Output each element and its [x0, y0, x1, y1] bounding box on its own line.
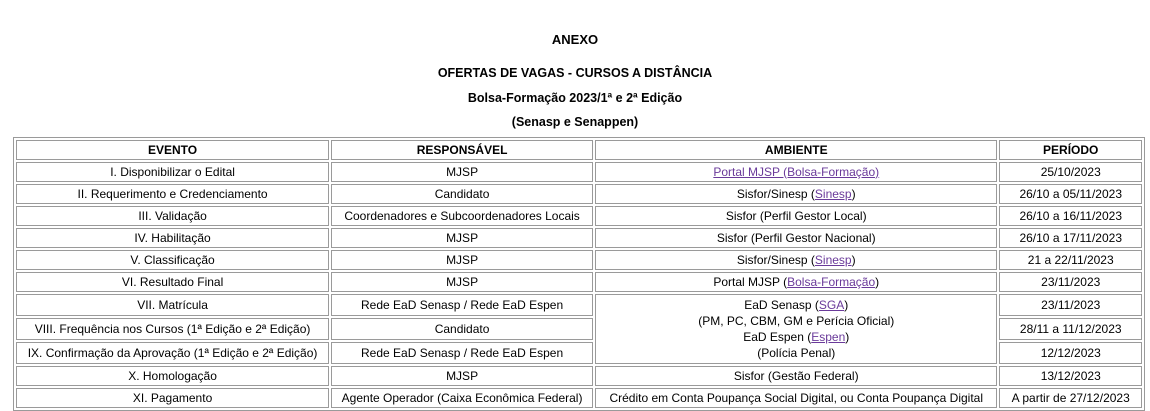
table-row	[16, 162, 1142, 182]
page-subtitle: OFERTAS DE VAGAS - CURSOS A DISTÂNCIA	[437, 66, 713, 80]
table-header-row	[16, 140, 1142, 160]
column-header-ambiente: AMBIENTE	[595, 140, 997, 160]
cell-periodo: 23/11/2023	[999, 272, 1142, 292]
table-row	[16, 206, 1142, 226]
table-row	[16, 250, 1142, 270]
sga-link[interactable]: SGA	[818, 298, 845, 312]
cell-responsavel: Candidato	[331, 318, 593, 340]
cell-evento: XI. Pagamento	[16, 388, 329, 408]
cell-evento: VIII. Frequência nos Cursos (1ª Edição e 2ª Edição)	[16, 318, 329, 340]
cell-ambiente: Sisfor (Gestão Federal)	[595, 366, 997, 386]
cell-evento: V. Classificação	[16, 250, 329, 270]
cell-responsavel: MJSP	[331, 272, 593, 292]
ambiente-prefix: Portal MJSP (	[713, 274, 788, 289]
ambiente-suffix: )	[845, 330, 850, 344]
table-row	[16, 228, 1142, 248]
table-row	[16, 272, 1142, 292]
ambiente-suffix: )	[844, 298, 849, 312]
cell-periodo: 26/10 a 16/11/2023	[999, 206, 1142, 226]
ambiente-prefix: Sisfor/Sinesp (	[736, 186, 815, 201]
cell-periodo: 28/11 a 11/12/2023	[999, 318, 1142, 340]
cell-periodo: 12/12/2023	[999, 342, 1142, 364]
column-header-responsavel: RESPONSÁVEL	[331, 140, 593, 160]
espen-link[interactable]: Espen	[811, 330, 846, 344]
cell-periodo: 13/12/2023	[999, 366, 1142, 386]
portal-mjsp-link[interactable]: Portal MJSP (Bolsa-Formação)	[713, 164, 880, 179]
ambiente-prefix: EaD Senasp (	[744, 298, 819, 312]
ambiente-line	[599, 297, 993, 313]
cell-evento: II. Requerimento e Credenciamento	[16, 184, 329, 204]
column-header-evento: EVENTO	[16, 140, 329, 160]
ambiente-prefix: EaD Espen (	[743, 330, 812, 344]
ambiente-prefix: Sisfor/Sinesp (	[736, 252, 815, 267]
table-row	[16, 366, 1142, 386]
cell-periodo: 23/11/2023	[999, 294, 1142, 316]
ambiente-line: (PM, PC, CBM, GM e Perícia Oficial)	[698, 314, 895, 328]
table-row	[16, 388, 1142, 408]
table-row	[16, 294, 1142, 316]
cell-ambiente	[595, 162, 997, 182]
cell-ambiente: Sisfor (Perfil Gestor Local)	[595, 206, 997, 226]
ambiente-suffix: )	[875, 274, 880, 289]
cell-responsavel: MJSP	[331, 162, 593, 182]
ambiente-suffix: )	[851, 186, 856, 201]
cell-evento: I. Disponibilizar o Edital	[16, 162, 329, 182]
ambiente-line: (Polícia Penal)	[757, 346, 836, 360]
cell-periodo: 26/10 a 17/11/2023	[999, 228, 1142, 248]
cell-evento: X. Homologação	[16, 366, 329, 386]
cell-periodo: 26/10 a 05/11/2023	[999, 184, 1142, 204]
ambiente-line	[599, 329, 993, 345]
table-row	[16, 184, 1142, 204]
cell-responsavel: MJSP	[331, 228, 593, 248]
cell-ambiente: Sisfor (Perfil Gestor Nacional)	[595, 228, 997, 248]
cell-responsavel: Coordenadores e Subcoordenadores Locais	[331, 206, 593, 226]
cell-ambiente: Crédito em Conta Poupança Social Digital, ou Conta Poupança Digital	[595, 388, 997, 408]
column-header-periodo: PERÍODO	[999, 140, 1142, 160]
ambiente-suffix: )	[851, 252, 856, 267]
cell-responsavel: Agente Operador (Caixa Econômica Federal)	[331, 388, 593, 408]
cell-ambiente	[595, 272, 997, 292]
cell-responsavel: MJSP	[331, 366, 593, 386]
bolsa-formacao-link[interactable]: Bolsa-Formação	[787, 274, 876, 289]
cell-evento: IV. Habilitação	[16, 228, 329, 248]
cell-evento: VII. Matrícula	[16, 294, 329, 316]
cell-responsavel: Rede EaD Senasp / Rede EaD Espen	[331, 342, 593, 364]
schedule-table	[13, 137, 1145, 411]
cell-responsavel: MJSP	[331, 250, 593, 270]
cell-responsavel: Candidato	[331, 184, 593, 204]
cell-periodo: 21 a 22/11/2023	[999, 250, 1142, 270]
orgs-title: (Senasp e Senappen)	[511, 115, 639, 129]
sinesp-link[interactable]: Sinesp	[814, 252, 852, 267]
cell-ambiente	[595, 184, 997, 204]
cell-evento: IX. Confirmação da Aprovação (1ª Edição e 2ª Edição)	[16, 342, 329, 364]
cell-periodo: 25/10/2023	[999, 162, 1142, 182]
cell-responsavel: Rede EaD Senasp / Rede EaD Espen	[331, 294, 593, 316]
page-title: ANEXO	[551, 32, 599, 47]
edition-title: Bolsa-Formação 2023/1ª e 2ª Edição	[467, 91, 683, 105]
cell-ambiente-merged	[595, 294, 997, 364]
cell-evento: VI. Resultado Final	[16, 272, 329, 292]
cell-evento: III. Validação	[16, 206, 329, 226]
cell-periodo: A partir de 27/12/2023	[999, 388, 1142, 408]
cell-ambiente	[595, 250, 997, 270]
sinesp-link[interactable]: Sinesp	[814, 186, 852, 201]
